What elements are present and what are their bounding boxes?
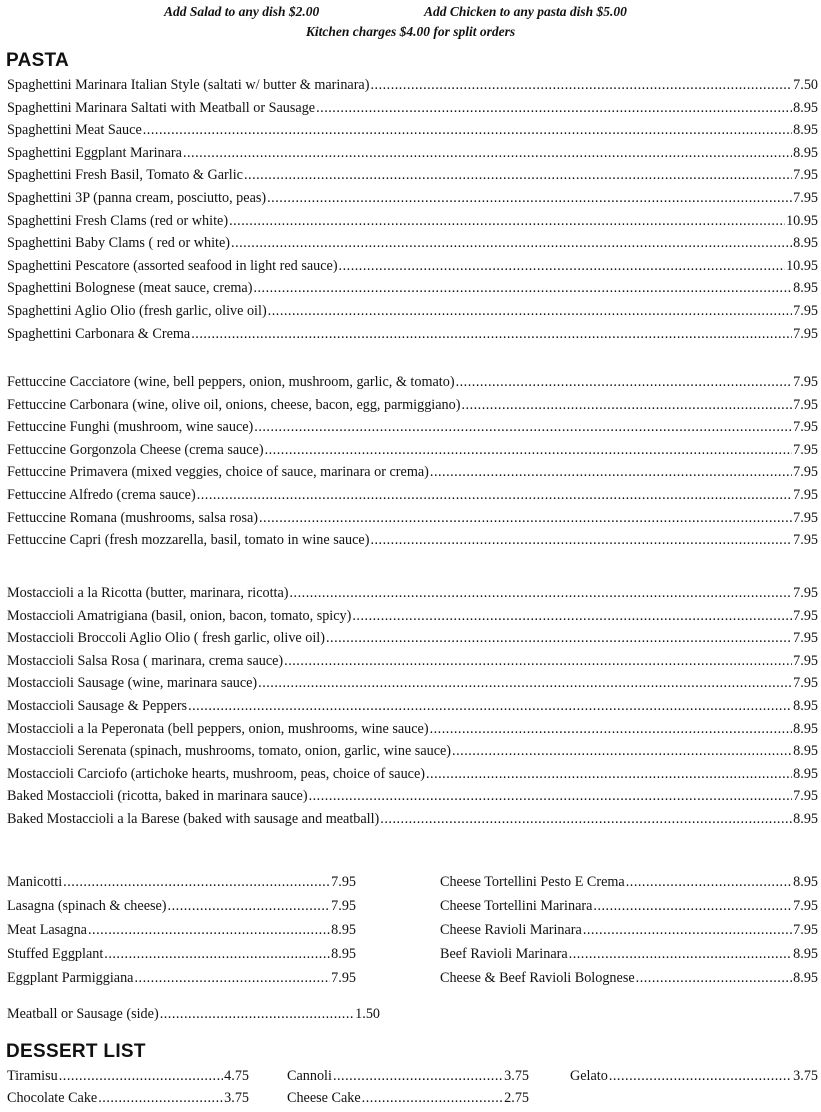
menu-item-name: Fettuccine Carbonara (wine, olive oil, onions, cheese, bacon, egg, parmiggiano) bbox=[7, 396, 461, 413]
menu-item-name: Fettuccine Funghi (mushroom, wine sauce) bbox=[7, 419, 254, 436]
menu-item-name: Baked Mostaccioli (ricotta, baked in marinara sauce) bbox=[7, 788, 308, 805]
other-dishes-right-column bbox=[440, 874, 818, 994]
dessert-heading: DESSERT LIST bbox=[6, 1041, 146, 1062]
menu-item-name: Cheese Cake bbox=[287, 1090, 361, 1106]
dot-leader bbox=[134, 970, 330, 987]
menu-item-price: 7.95 bbox=[793, 788, 818, 805]
menu-item bbox=[7, 874, 356, 898]
menu-item-price: 2.75 bbox=[504, 1090, 529, 1106]
menu-item-price: 3.75 bbox=[224, 1090, 249, 1106]
menu-item bbox=[570, 1068, 818, 1090]
dot-leader bbox=[244, 167, 792, 184]
menu-item-name: Spaghettini Marinara Italian Style (saltati w/ butter & marinara) bbox=[7, 77, 370, 93]
menu-item bbox=[7, 946, 356, 970]
dot-leader bbox=[583, 922, 792, 939]
menu-item bbox=[7, 77, 818, 100]
dot-leader bbox=[188, 698, 792, 715]
menu-item-name: Lasagna (spinach & cheese) bbox=[7, 898, 167, 914]
dessert-column-3 bbox=[570, 1068, 818, 1090]
menu-item-price: 7.95 bbox=[793, 419, 818, 436]
dot-leader bbox=[197, 487, 792, 504]
dot-leader bbox=[609, 1068, 792, 1085]
menu-item-name: Baked Mostaccioli a la Barese (baked with sausage and meatball) bbox=[7, 810, 380, 827]
menu-item bbox=[7, 608, 818, 631]
menu-item-name: Spaghettini Pescatore (assorted seafood in light red sauce) bbox=[7, 257, 338, 274]
menu-item-price: 8.95 bbox=[793, 946, 818, 962]
dot-leader bbox=[253, 280, 792, 297]
dot-leader bbox=[268, 303, 793, 320]
menu-item bbox=[7, 213, 818, 236]
menu-item-price: 7.95 bbox=[793, 652, 818, 669]
menu-item-price: 7.95 bbox=[793, 532, 818, 549]
dot-leader bbox=[284, 653, 792, 670]
menu-item bbox=[7, 898, 356, 922]
menu-item bbox=[7, 397, 818, 420]
menu-item-price: 8.95 bbox=[793, 697, 818, 714]
menu-item-name: Fettuccine Cacciatore (wine, bell peppers, onion, mushroom, garlic, & tomato) bbox=[7, 374, 455, 390]
menu-item-name: Spaghettini Bolognese (meat sauce, crema) bbox=[7, 280, 253, 297]
dot-leader bbox=[254, 419, 792, 436]
spaghettini-list bbox=[7, 77, 818, 348]
menu-item-name: Cheese & Beef Ravioli Bolognese bbox=[440, 970, 635, 986]
menu-item bbox=[440, 898, 818, 922]
menu-item bbox=[7, 585, 818, 608]
menu-item-price: 7.95 bbox=[793, 441, 818, 458]
menu-item-name: Cheese Ravioli Marinara bbox=[440, 922, 582, 938]
dot-leader bbox=[63, 874, 330, 891]
dot-leader bbox=[160, 1006, 354, 1023]
menu-item-name: Beef Ravioli Marinara bbox=[440, 946, 568, 962]
menu-item bbox=[7, 190, 818, 213]
menu-item-name: Cheese Tortellini Marinara bbox=[440, 898, 593, 914]
menu-item-name: Mostaccioli Sausage (wine, marinara sauce) bbox=[7, 675, 258, 692]
menu-item-price: 7.95 bbox=[793, 607, 818, 624]
fettuccine-list bbox=[7, 374, 818, 555]
menu-item bbox=[7, 675, 818, 698]
menu-item bbox=[7, 788, 818, 811]
menu-item bbox=[7, 442, 818, 465]
dot-leader bbox=[569, 946, 793, 963]
menu-item-name: Mostaccioli Salsa Rosa ( marinara, crema sauce) bbox=[7, 652, 284, 669]
menu-item-price: 10.95 bbox=[786, 257, 818, 274]
dot-leader bbox=[309, 788, 793, 805]
dot-leader bbox=[191, 326, 792, 343]
menu-item bbox=[7, 326, 818, 349]
menu-item-price: 10.95 bbox=[786, 212, 818, 229]
menu-item-price: 7.95 bbox=[331, 970, 356, 986]
menu-item bbox=[7, 698, 818, 721]
menu-item bbox=[7, 630, 818, 653]
dot-leader bbox=[370, 77, 792, 94]
dot-leader bbox=[593, 898, 792, 915]
other-dishes-left-column bbox=[7, 874, 356, 994]
menu-item-price: 7.95 bbox=[793, 486, 818, 503]
menu-item-price: 7.50 bbox=[793, 77, 818, 93]
menu-item-name: Fettuccine Primavera (mixed veggies, choice of sauce, marinara or crema) bbox=[7, 464, 429, 481]
menu-item-price: 3.75 bbox=[504, 1068, 529, 1084]
menu-item bbox=[7, 532, 818, 555]
menu-item-price: 7.95 bbox=[793, 167, 818, 184]
menu-item bbox=[7, 145, 818, 168]
dot-leader bbox=[426, 766, 792, 783]
menu-item bbox=[440, 874, 818, 898]
dot-leader bbox=[88, 922, 330, 939]
dot-leader bbox=[430, 464, 792, 481]
menu-item-price: 7.95 bbox=[793, 922, 818, 938]
menu-item-name: Meatball or Sausage (side) bbox=[7, 1006, 159, 1022]
dot-leader bbox=[265, 442, 793, 459]
dot-leader bbox=[380, 811, 792, 828]
menu-item bbox=[440, 970, 818, 994]
menu-item bbox=[287, 1090, 529, 1112]
menu-item-name: Cannoli bbox=[287, 1068, 332, 1084]
menu-item-name: Eggplant Parmiggiana bbox=[7, 970, 134, 986]
menu-item-name: Fettuccine Romana (mushrooms, salsa rosa) bbox=[7, 509, 258, 526]
menu-item-name: Chocolate Cake bbox=[7, 1090, 98, 1106]
menu-item bbox=[7, 1068, 249, 1090]
menu-item-name: Spaghettini Eggplant Marinara bbox=[7, 144, 182, 161]
menu-item-name: Mostaccioli Serenata (spinach, mushrooms, tomato, onion, garlic, wine sauce) bbox=[7, 743, 452, 760]
menu-item bbox=[7, 167, 818, 190]
menu-item-name: Fettuccine Alfredo (crema sauce) bbox=[7, 486, 196, 503]
menu-item-name: Tiramisu bbox=[7, 1068, 58, 1084]
menu-item-price: 7.95 bbox=[793, 396, 818, 413]
dot-leader bbox=[267, 190, 792, 207]
dot-leader bbox=[258, 675, 792, 692]
menu-item-name: Cheese Tortellini Pesto E Crema bbox=[440, 874, 625, 890]
menu-item-price: 3.75 bbox=[793, 1068, 818, 1084]
split-order-note: Kitchen charges $4.00 for split orders bbox=[305, 24, 516, 39]
menu-item-price: 7.95 bbox=[793, 675, 818, 692]
menu-item-price: 7.95 bbox=[793, 302, 818, 319]
dessert-column-2 bbox=[287, 1068, 529, 1112]
menu-item-name: Spaghettini Aglio Olio (fresh garlic, olive oil) bbox=[7, 302, 267, 319]
menu-item-name: Gelato bbox=[570, 1068, 608, 1084]
menu-item bbox=[7, 258, 818, 281]
menu-item-price: 7.95 bbox=[793, 585, 818, 601]
menu-item bbox=[7, 922, 356, 946]
menu-item-name: Spaghettini Baby Clams ( red or white) bbox=[7, 235, 231, 252]
dot-leader bbox=[362, 1090, 504, 1107]
menu-item-price: 8.95 bbox=[793, 280, 818, 297]
menu-item bbox=[440, 922, 818, 946]
dot-leader bbox=[326, 630, 792, 647]
dot-leader bbox=[370, 532, 792, 549]
menu-item bbox=[7, 122, 818, 145]
menu-item-price: 8.95 bbox=[793, 720, 818, 737]
menu-item bbox=[287, 1068, 529, 1090]
menu-item-name: Spaghettini Fresh Basil, Tomato & Garlic bbox=[7, 167, 243, 184]
dot-leader bbox=[98, 1090, 223, 1107]
menu-item-price: 8.95 bbox=[331, 946, 356, 962]
menu-item bbox=[7, 766, 818, 789]
menu-item-price: 8.95 bbox=[793, 743, 818, 760]
dot-leader bbox=[59, 1068, 223, 1085]
menu-item bbox=[7, 1006, 380, 1030]
menu-item-price: 7.95 bbox=[793, 509, 818, 526]
dot-leader bbox=[290, 585, 793, 602]
menu-item bbox=[7, 419, 818, 442]
menu-item-price: 7.95 bbox=[331, 898, 356, 914]
menu-item-price: 8.95 bbox=[793, 122, 818, 139]
menu-item-price: 7.95 bbox=[793, 374, 818, 390]
dot-leader bbox=[168, 898, 331, 915]
menu-item-name: Manicotti bbox=[7, 874, 63, 890]
menu-item-price: 8.95 bbox=[793, 810, 818, 827]
menu-item-price: 7.95 bbox=[793, 898, 818, 914]
menu-item-price: 8.95 bbox=[793, 765, 818, 782]
menu-item bbox=[7, 464, 818, 487]
menu-item bbox=[7, 721, 818, 744]
dot-leader bbox=[461, 397, 792, 414]
dot-leader bbox=[333, 1068, 503, 1085]
dot-leader bbox=[636, 970, 793, 987]
menu-item-price: 8.95 bbox=[793, 970, 818, 986]
menu-item-name: Spaghettini 3P (panna cream, posciutto, peas) bbox=[7, 189, 267, 206]
menu-item-price: 7.95 bbox=[793, 630, 818, 647]
chicken-note: Add Chicken to any pasta dish $5.00 bbox=[424, 4, 627, 19]
menu-item-price: 8.95 bbox=[331, 922, 356, 938]
menu-item bbox=[7, 653, 818, 676]
menu-item-price: 7.95 bbox=[793, 464, 818, 481]
menu-item-name: Mostaccioli Carciofo (artichoke hearts, mushroom, peas, choice of sauce) bbox=[7, 765, 425, 782]
dot-leader bbox=[352, 608, 792, 625]
menu-item bbox=[7, 510, 818, 533]
dot-leader bbox=[339, 258, 786, 275]
menu-item-name: Stuffed Eggplant bbox=[7, 946, 104, 962]
menu-item-name: Fettuccine Gorgonzola Cheese (crema sauce) bbox=[7, 441, 264, 458]
mostaccioli-list bbox=[7, 585, 818, 834]
dot-leader bbox=[229, 213, 785, 230]
dessert-column-1 bbox=[7, 1068, 249, 1112]
menu-item-name: Mostaccioli a la Ricotta (butter, marinara, ricotta) bbox=[7, 585, 289, 601]
menu-item-name: Meat Lasagna bbox=[7, 922, 87, 938]
menu-item-price: 7.95 bbox=[793, 189, 818, 206]
dot-leader bbox=[456, 374, 793, 391]
menu-item bbox=[7, 303, 818, 326]
dot-leader bbox=[452, 743, 792, 760]
salad-note: Add Salad to any dish $2.00 bbox=[164, 4, 320, 19]
menu-item-name: Mostaccioli Broccoli Aglio Olio ( fresh garlic, olive oil) bbox=[7, 630, 325, 647]
pasta-heading: PASTA bbox=[6, 50, 70, 71]
menu-item-name: Spaghettini Carbonara & Crema bbox=[7, 325, 191, 342]
menu-item bbox=[7, 1090, 249, 1112]
menu-item-name: Spaghettini Fresh Clams (red or white) bbox=[7, 212, 229, 229]
menu-item-name: Fettuccine Capri (fresh mozzarella, basil, tomato in wine sauce) bbox=[7, 532, 370, 549]
menu-item-price: 7.95 bbox=[793, 325, 818, 342]
menu-item bbox=[7, 280, 818, 303]
dot-leader bbox=[104, 946, 330, 963]
menu-item-name: Mostaccioli Amatrigiana (basil, onion, bacon, tomato, spicy) bbox=[7, 607, 352, 624]
dot-leader bbox=[259, 510, 792, 527]
menu-item-price: 8.95 bbox=[793, 874, 818, 890]
menu-item-price: 1.50 bbox=[355, 1006, 380, 1022]
menu-item-name: Spaghettini Meat Sauce bbox=[7, 122, 142, 139]
side-list bbox=[7, 1006, 380, 1030]
dot-leader bbox=[430, 721, 793, 738]
menu-item bbox=[7, 100, 818, 123]
menu-item-name: Spaghettini Marinara Saltati with Meatball or Sausage bbox=[7, 99, 316, 116]
dot-leader bbox=[626, 874, 792, 891]
menu-item-name: Mostaccioli a la Peperonata (bell peppers, onion, mushrooms, wine sauce) bbox=[7, 720, 429, 737]
menu-item bbox=[7, 970, 356, 994]
menu-item bbox=[440, 946, 818, 970]
menu-item-price: 8.95 bbox=[793, 144, 818, 161]
menu-item bbox=[7, 811, 818, 834]
menu-item-name: Mostaccioli Sausage & Peppers bbox=[7, 697, 188, 714]
dot-leader bbox=[143, 122, 792, 139]
menu-item bbox=[7, 487, 818, 510]
menu-item-price: 7.95 bbox=[331, 874, 356, 890]
dot-leader bbox=[316, 100, 792, 117]
dot-leader bbox=[231, 235, 792, 252]
menu-item-price: 4.75 bbox=[224, 1068, 249, 1084]
menu-item-price: 8.95 bbox=[793, 99, 818, 116]
menu-item bbox=[7, 374, 818, 397]
menu-item bbox=[7, 235, 818, 258]
menu-item-price: 8.95 bbox=[793, 235, 818, 252]
menu-item bbox=[7, 743, 818, 766]
dot-leader bbox=[183, 145, 792, 162]
